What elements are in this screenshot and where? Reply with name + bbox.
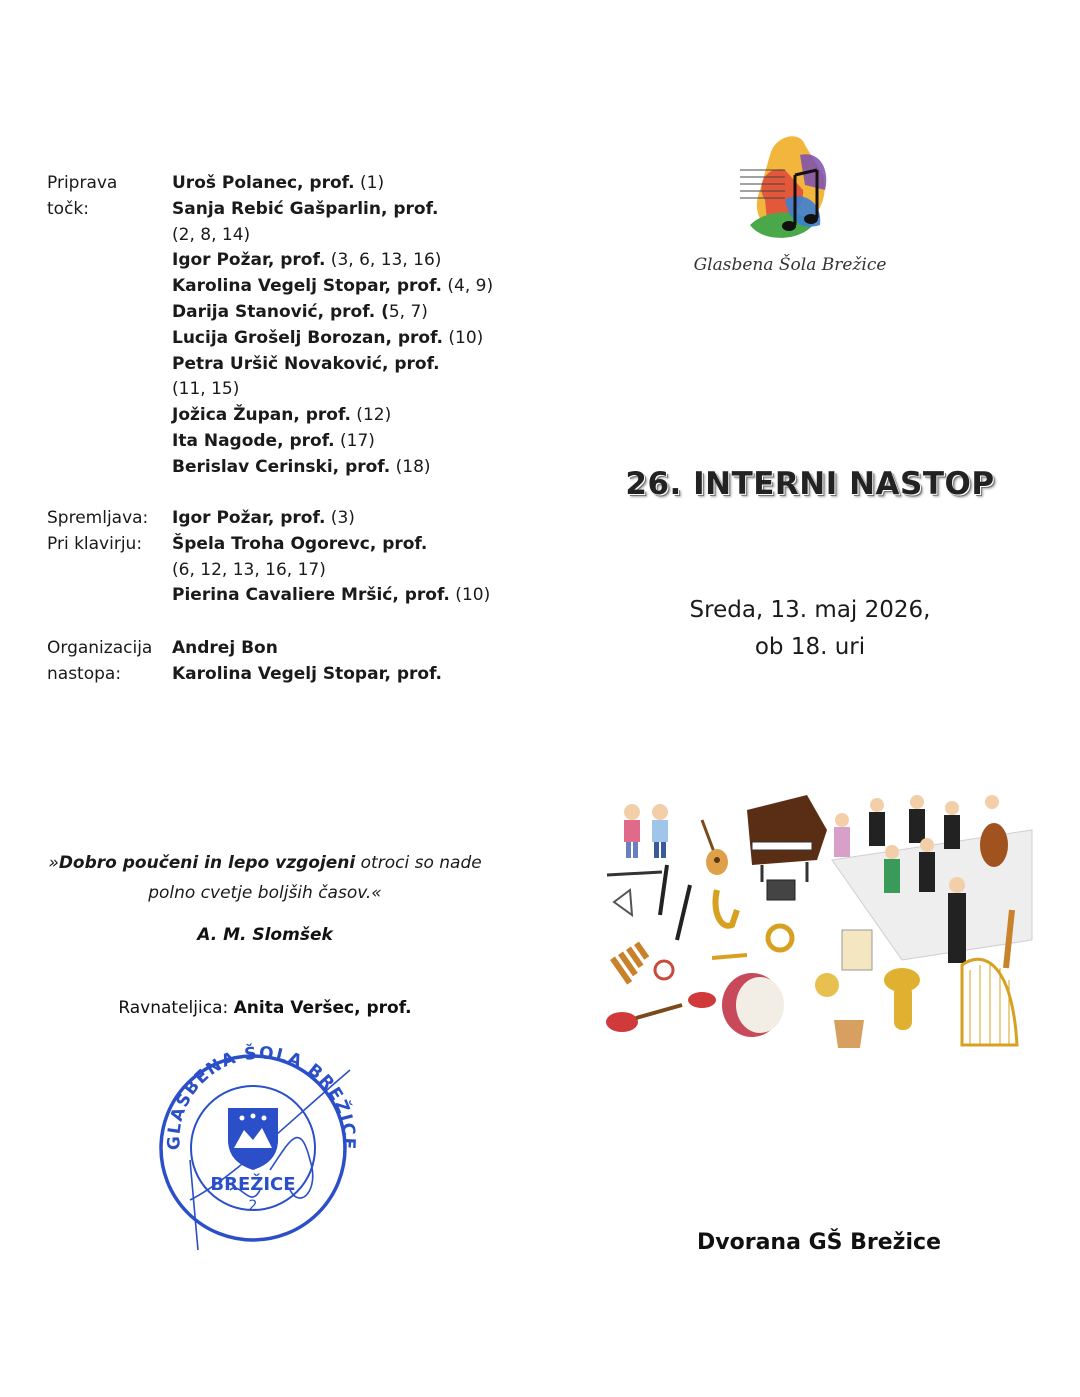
name-line: (6, 12, 13, 16, 17) [172,559,326,580]
bass-drum-icon [722,973,784,1037]
quote: »Dobro poučeni in lepo vzgojeni otroci so nade polno cvetje boljših časov.« [48,853,482,903]
name-line: Špela Troha Ogorevc, prof. [172,533,428,554]
horn-icon [768,926,792,950]
section-label: Priprava točk: [47,173,118,219]
triangle-icon [614,890,632,915]
music-stand-icon [842,930,872,970]
section-label: Spremljava: Pri klavirju: [47,508,149,554]
electric-guitar-icon [606,1005,682,1032]
name-line: Lucija Grošelj Borozan, prof. (10) [172,327,484,348]
name-line: Karolina Vegelj Stopar, prof. [172,663,442,684]
tuba-icon [884,968,920,1030]
oboe-icon [677,885,690,940]
name-line: Darija Stanović, prof. (5, 7) [172,301,428,322]
name-line: Igor Požar, prof. (3, 6, 13, 16) [172,250,442,271]
pan-flute-icon [610,942,649,985]
snare-drum-icon [688,992,716,1008]
name-line: Sanja Rebić Gašparlin, prof. [172,198,439,219]
name-line: Pierina Cavaliere Mršić, prof. (10) [172,585,491,606]
name-line: Jožica Župan, prof. (12) [172,405,392,426]
name-line: Petra Uršič Novaković, prof. [172,353,440,374]
name-line: Berislav Cerinski, prof. (18) [172,456,431,477]
coat-of-arms-icon [228,1108,278,1170]
section-names [172,171,493,481]
cymbal-icon [815,973,839,997]
accordion-icon [767,880,795,900]
harp-icon [962,959,1017,1045]
name-line: Ita Nagode, prof. (17) [172,430,375,451]
saxophone-icon [715,890,737,926]
orchestra-illustration [602,790,1032,1052]
children-figures [624,804,668,858]
name-line: Andrej Bon [172,638,278,658]
name-line: Karolina Vegelj Stopar, prof. (4, 9) [172,276,494,297]
section-label: Organizacija nastopa: [47,638,153,684]
quote-author: A. M. Slomšek [197,925,333,945]
stamp-ring-text: GLASBENA ŠOLA BREŽICE [164,1043,359,1152]
school-logo [693,130,887,290]
principal-signature-line: Ravnateljica: Anita Veršec, prof. [118,998,412,1018]
page-title: 26. INTERNI NASTOP [625,466,995,502]
name-line: (2, 8, 14) [172,224,251,245]
stamp-town: BREŽICE [210,1174,296,1195]
section-names [172,506,490,609]
piano-icon [747,795,827,882]
tambourine-icon [655,961,673,979]
name-line: (11, 15) [172,379,240,400]
name-line: Uroš Polanec, prof. (1) [172,173,385,193]
event-date: Sreda, 13. maj 2026, ob 18. uri [689,597,931,660]
flute-icon [607,872,662,875]
name-line: Igor Požar, prof. (3) [172,508,355,528]
guitar-icon [702,820,728,875]
timpani-icon [834,1020,864,1048]
venue: Dvorana GŠ Brežice [697,1230,941,1255]
stamp-number: 2 [248,1198,258,1214]
logo-text: Glasbena Šola Brežice [693,255,887,275]
school-stamp [150,1040,380,1255]
trumpet-icon [712,955,747,958]
section-names [172,636,442,688]
